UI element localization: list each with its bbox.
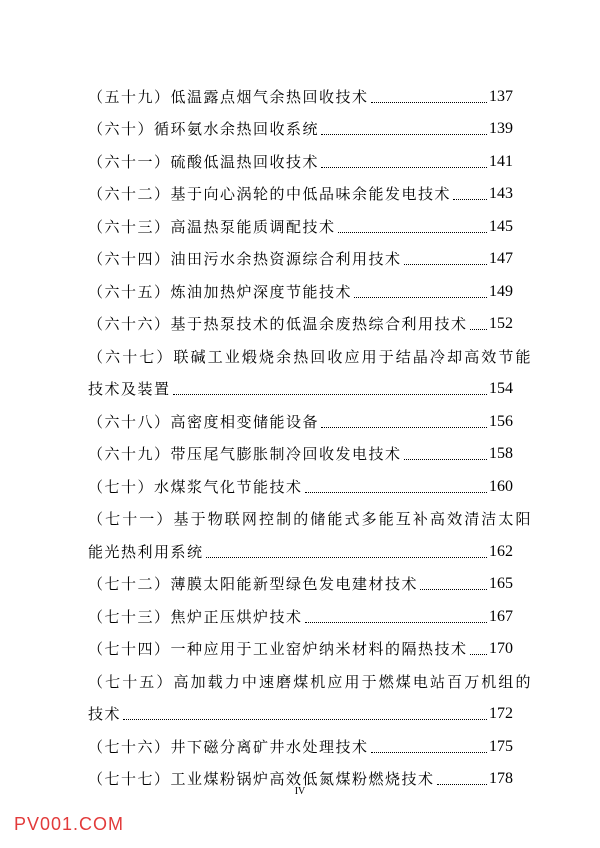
leader-dots xyxy=(305,622,487,623)
toc-entry-title: （七十三）焦炉正压烘炉技术 xyxy=(88,607,303,626)
toc-entry-page: 145 xyxy=(489,217,513,235)
toc-entry-page: 149 xyxy=(489,282,513,300)
toc-entry-page: 175 xyxy=(489,737,513,755)
toc-entry-page: 162 xyxy=(489,542,513,560)
toc-entry-page: 178 xyxy=(489,770,513,787)
leader-dots xyxy=(420,589,487,590)
toc-entry-title: （七十七）工业煤粉锅炉高效低氮煤粉燃烧技术 xyxy=(88,770,435,788)
toc-entry-title: （七十二）薄膜太阳能新型绿色发电建材技术 xyxy=(88,575,419,593)
toc-entry[interactable] xyxy=(88,107,513,140)
toc-entry-page: 172 xyxy=(489,705,513,722)
toc-entry[interactable] xyxy=(88,302,513,335)
toc-entry-first-line[interactable] xyxy=(88,659,533,692)
toc-entry[interactable] xyxy=(88,172,513,205)
page-number: IV xyxy=(294,786,306,797)
leader-dots xyxy=(404,459,487,460)
toc-entry-page: 137 xyxy=(489,87,513,105)
toc-entry[interactable] xyxy=(88,724,513,757)
leader-dots xyxy=(470,329,487,330)
toc-entry-title: （七十五）高加载力中速磨煤机应用于燃煤电站百万机组的 xyxy=(88,672,533,691)
leader-dots xyxy=(371,102,487,103)
toc-entry-title: （七十）水煤浆气化节能技术 xyxy=(88,477,303,496)
leader-dots xyxy=(123,719,487,720)
toc-entry-title-continued: 能光热利用系统 xyxy=(88,542,204,561)
leader-dots xyxy=(321,134,487,135)
toc-entry-title: （六十八）高密度相变储能设备 xyxy=(88,412,320,431)
toc-entry[interactable] xyxy=(88,562,513,595)
toc-entry-title: （六十三）高温热泵能质调配技术 xyxy=(88,217,336,236)
toc-entry-page: 160 xyxy=(489,477,513,495)
toc-entry[interactable] xyxy=(88,757,513,790)
toc-entry-title: （七十六）井下磁分离矿井水处理技术 xyxy=(88,737,369,756)
toc-entry-page: 156 xyxy=(489,412,513,430)
toc-entry[interactable] xyxy=(88,432,513,465)
toc-entry-page: 154 xyxy=(489,380,513,397)
toc-entry-page: 147 xyxy=(489,250,513,267)
toc-entry[interactable] xyxy=(88,204,513,237)
toc-entry[interactable] xyxy=(88,692,513,725)
leader-dots xyxy=(404,264,487,265)
toc-entry[interactable] xyxy=(88,74,513,107)
leader-dots xyxy=(206,557,487,558)
toc-entry[interactable] xyxy=(88,269,513,302)
toc-entry-page: 141 xyxy=(489,152,513,170)
toc-entry[interactable] xyxy=(88,399,513,432)
toc-entry-title-continued: 技术 xyxy=(88,705,122,723)
toc-entry-title: （五十九）低温露点烟气余热回收技术 xyxy=(88,87,369,106)
watermark: PV001.COM xyxy=(14,814,125,834)
leader-dots xyxy=(354,297,487,298)
toc-entry-title: （六十四）油田污水余热资源综合利用技术 xyxy=(88,250,402,268)
leader-dots xyxy=(305,492,487,493)
leader-dots xyxy=(338,232,487,233)
leader-dots xyxy=(371,752,487,753)
leader-dots xyxy=(321,427,487,428)
toc-entry-title: （六十七）联碱工业煅烧余热回收应用于结晶冷却高效节能 xyxy=(88,347,533,366)
toc-entry[interactable] xyxy=(88,367,513,400)
toc-entry-title: （六十二）基于向心涡轮的中低品味余能发电技术 xyxy=(88,185,452,203)
toc-entry-title: （六十）循环氨水余热回收系统 xyxy=(88,120,320,138)
toc-entry[interactable] xyxy=(88,464,513,497)
toc-entry-first-line[interactable] xyxy=(88,334,533,367)
toc-entry-title: （七十四）一种应用于工业窑炉纳米材料的隔热技术 xyxy=(88,640,468,658)
toc-entry-title: （七十一）基于物联网控制的储能式多能互补高效清洁太阳 xyxy=(88,510,533,528)
toc-entry-title-continued: 技术及装置 xyxy=(88,380,171,398)
toc-entry-title: （六十六）基于热泵技术的低温余废热综合利用技术 xyxy=(88,315,468,333)
toc-entry-title: （六十一）硫酸低温热回收技术 xyxy=(88,152,320,171)
toc-entry-page: 167 xyxy=(489,607,513,625)
table-of-contents xyxy=(88,74,533,789)
toc-entry-page: 152 xyxy=(489,315,513,332)
toc-entry[interactable] xyxy=(88,529,513,562)
toc-entry-first-line[interactable] xyxy=(88,497,533,530)
leader-dots xyxy=(437,784,487,785)
toc-entry[interactable] xyxy=(88,594,513,627)
toc-entry[interactable] xyxy=(88,627,513,660)
toc-entry-title: （六十九）带压尾气膨胀制冷回收发电技术 xyxy=(88,445,402,463)
leader-dots xyxy=(321,167,487,168)
toc-entry[interactable] xyxy=(88,237,513,270)
toc-entry-page: 165 xyxy=(489,575,513,592)
toc-entry[interactable] xyxy=(88,139,513,172)
leader-dots xyxy=(470,654,487,655)
toc-entry-page: 139 xyxy=(489,120,513,137)
toc-entry-title: （六十五）炼油加热炉深度节能技术 xyxy=(88,282,353,301)
leader-dots xyxy=(453,199,487,200)
toc-entry-page: 143 xyxy=(489,185,513,202)
toc-entry-page: 158 xyxy=(489,445,513,462)
leader-dots xyxy=(173,394,487,395)
toc-entry-page: 170 xyxy=(489,640,513,657)
